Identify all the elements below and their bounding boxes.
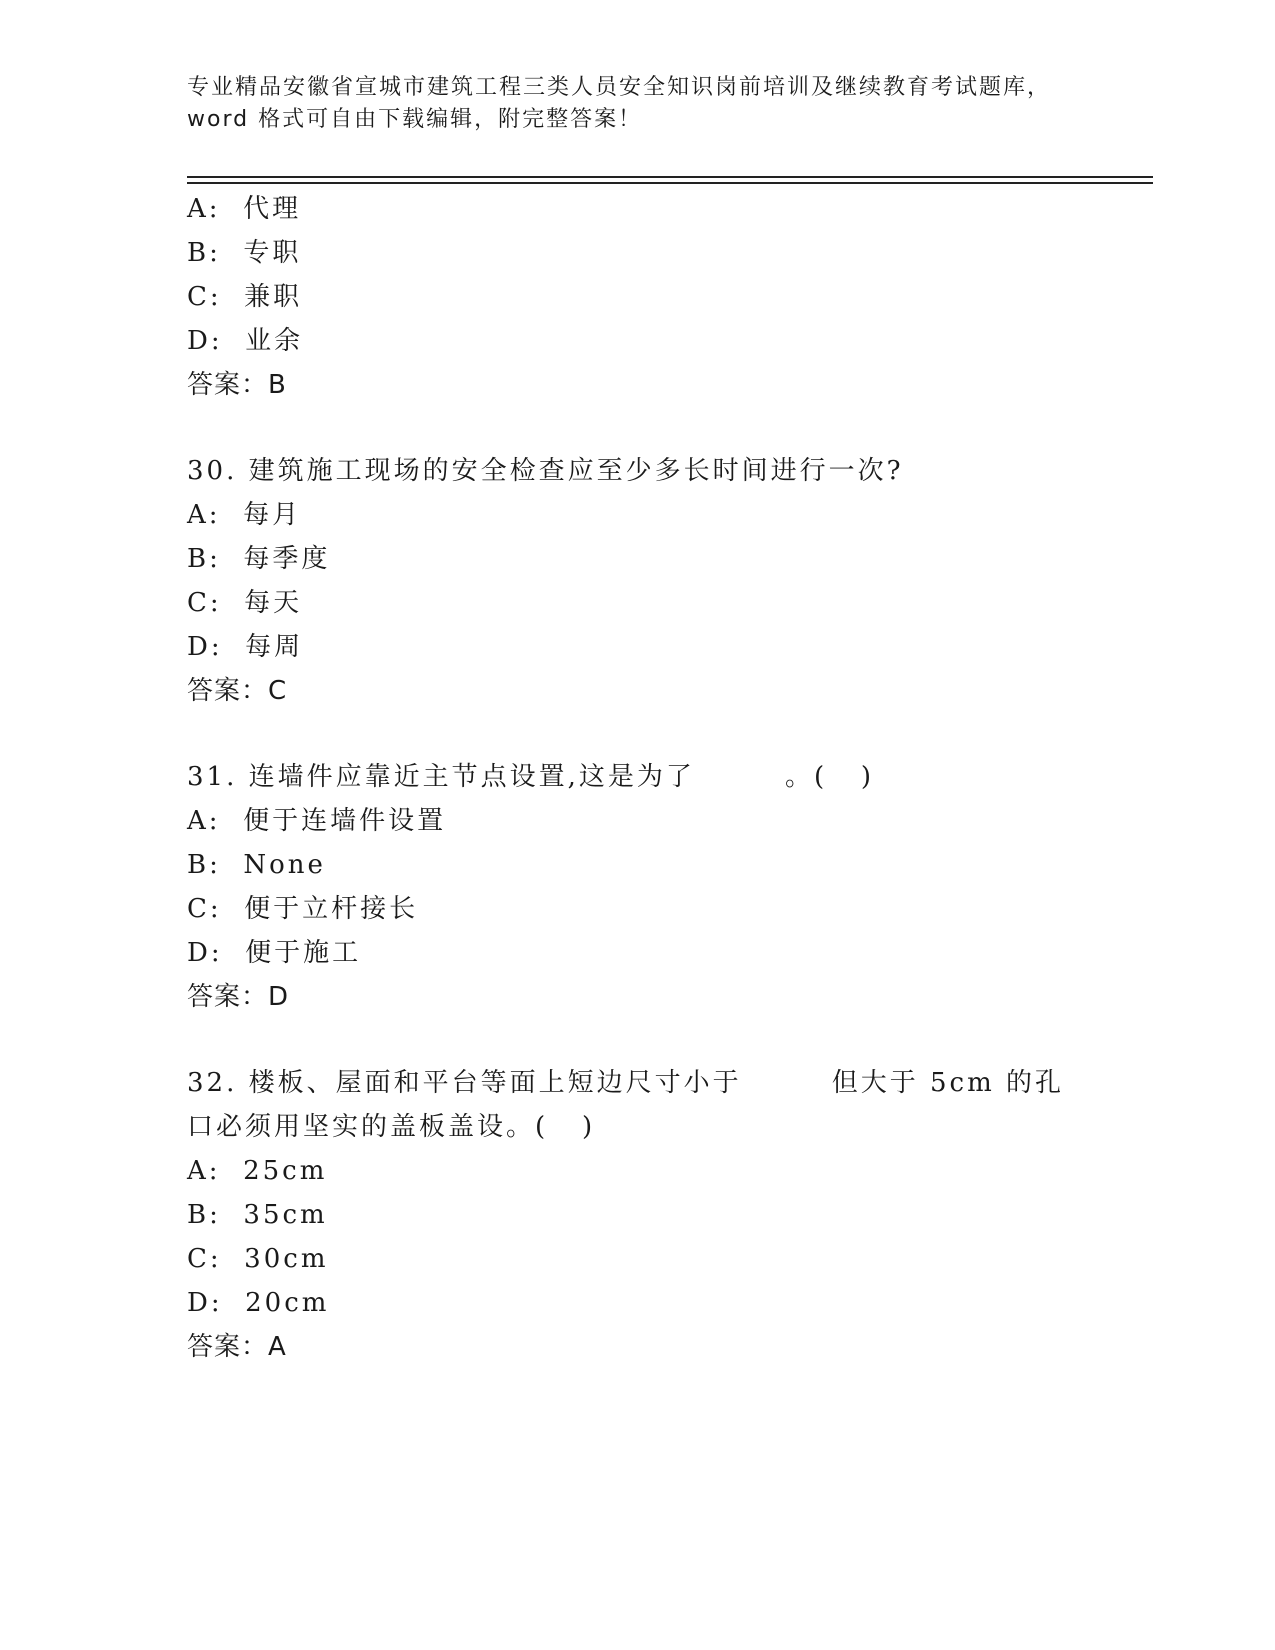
q30-option-c: C: 每天	[187, 588, 303, 618]
q31-option-d: D: 便于施工	[187, 938, 362, 968]
q29-option-b: B: 专职	[187, 238, 302, 268]
q30-option-b: B: 每季度	[187, 544, 331, 574]
q30-option-a: A: 每月	[187, 500, 302, 530]
q30-option-d: D: 每周	[187, 632, 304, 662]
q30-stem: 30. 建筑施工现场的安全检查应至少多长时间进行一次?	[187, 456, 904, 486]
q32-answer: 答案：A	[187, 1332, 287, 1362]
q32-stem-line2: 口必须用坚实的盖板盖设。( )	[187, 1112, 596, 1142]
q32-option-d: D: 20cm	[187, 1288, 330, 1318]
q31-option-c: C: 便于立杆接长	[187, 894, 419, 924]
q31-answer: 答案：D	[187, 982, 290, 1012]
q30-answer: 答案：C	[187, 676, 288, 706]
document-header	[187, 72, 1087, 136]
q29-option-a: A: 代理	[187, 194, 302, 224]
q31-option-b: B: None	[187, 850, 326, 880]
header-title-line2: word 格式可自由下载编辑，附完整答案！	[187, 107, 643, 132]
q29-option-d: D: 业余	[187, 326, 304, 356]
q32-option-a: A: 25cm	[187, 1156, 328, 1186]
header-divider-bottom	[187, 182, 1153, 184]
q29-answer: 答案：B	[187, 370, 287, 400]
q32-option-c: C: 30cm	[187, 1244, 329, 1274]
q32-option-b: B: 35cm	[187, 1200, 328, 1230]
header-title-line1: 专业精品安徽省宣城市建筑工程三类人员安全知识岗前培训及继续教育考试题库，	[187, 75, 1052, 100]
q29-option-c: C: 兼职	[187, 282, 303, 312]
header-divider-top	[187, 176, 1153, 178]
q31-stem: 31. 连墙件应靠近主节点设置,这是为了 。( )	[187, 762, 875, 792]
q31-option-a: A: 便于连墙件设置	[187, 806, 447, 836]
q32-stem-line1: 32. 楼板、屋面和平台等面上短边尺寸小于 但大于 5cm 的孔	[187, 1068, 1065, 1098]
